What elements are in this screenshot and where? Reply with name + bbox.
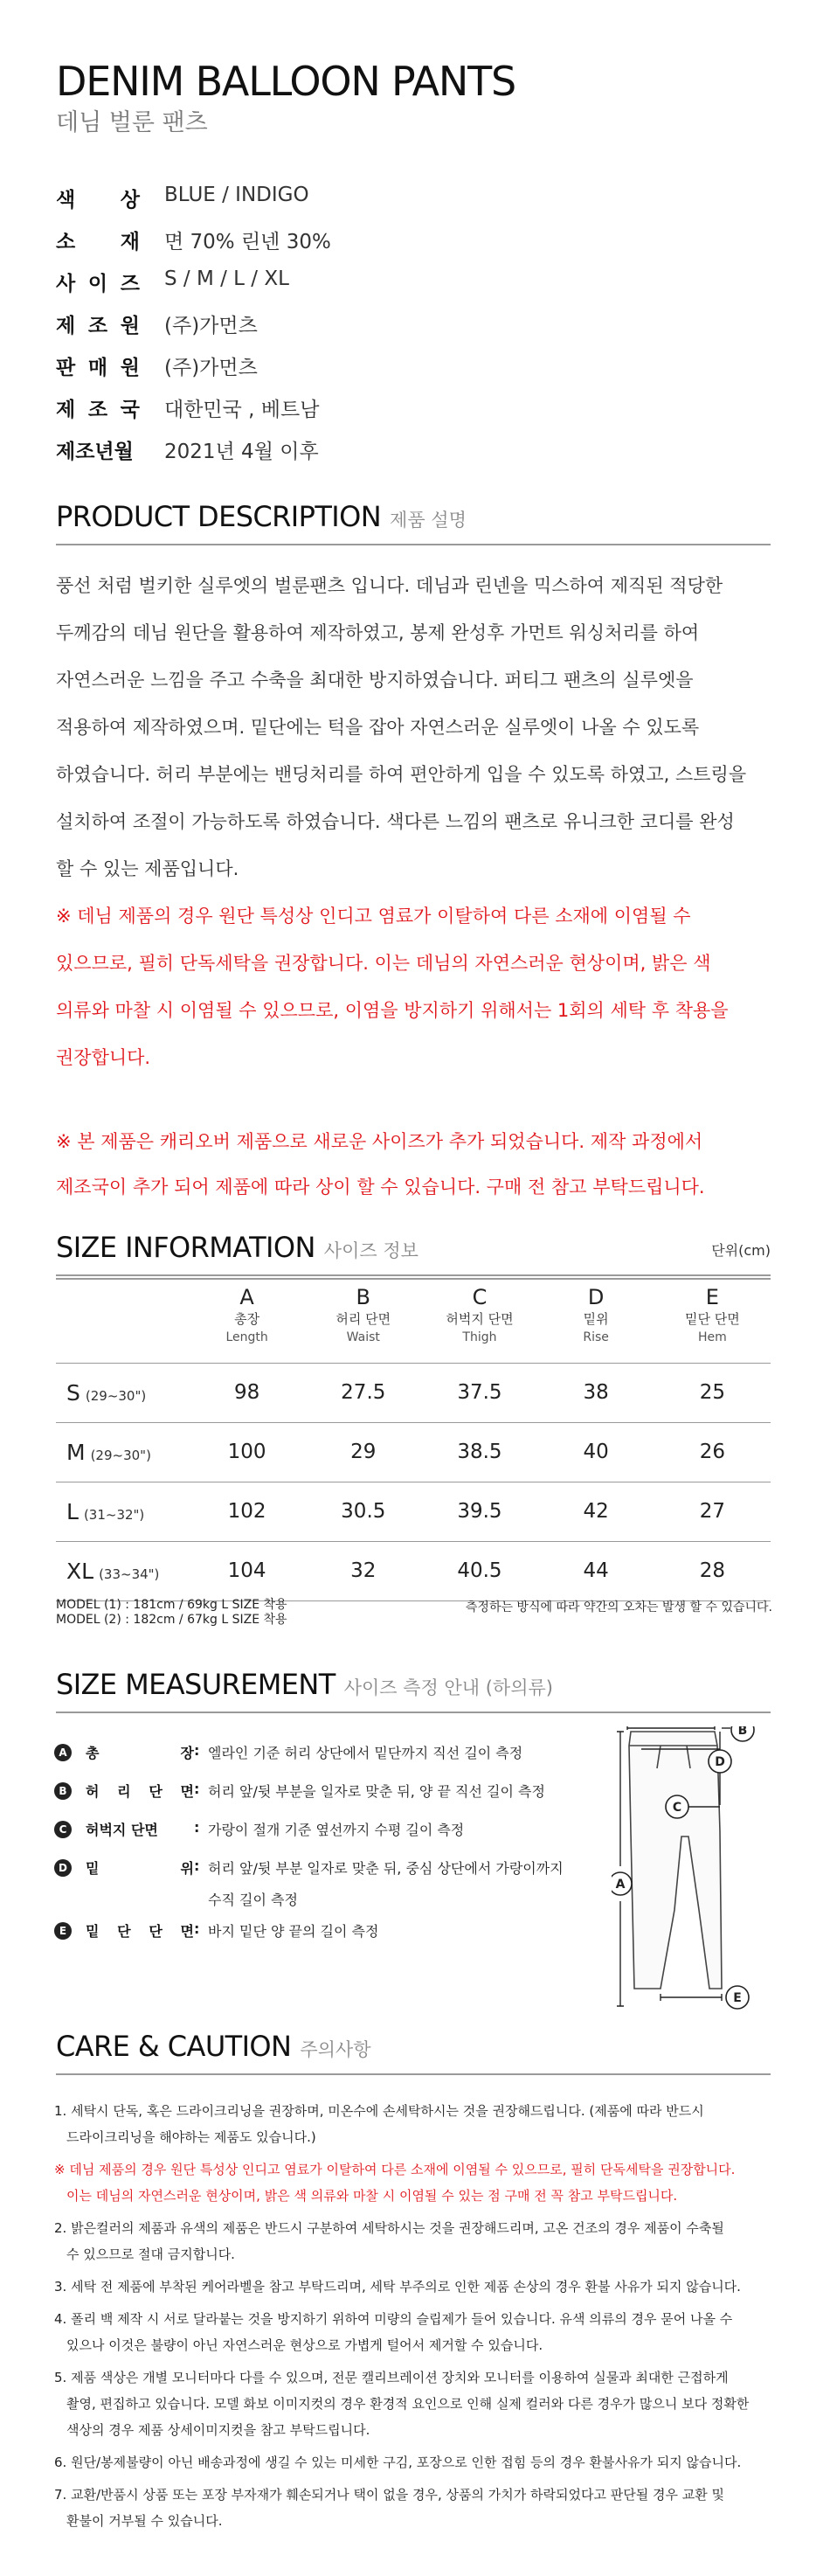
description-body	[56, 562, 781, 1081]
measure-text: 엘라인 기준 허리 상단에서 밑단까지 직선 길이 측정	[208, 1745, 523, 1761]
pants-diagram	[612, 1726, 769, 2015]
care-list	[54, 2098, 779, 2540]
care-line: 4. 폴리 백 제작 시 서로 달라붙는 것을 방지하기 위하여 미량의 슬립제가 들어 있습니다. 유색 의류의 경우 묻어 나올 수	[54, 2311, 733, 2327]
description-line: 하였습니다. 허리 부분에는 밴딩처리를 하여 편안하게 입을 수 있도록 하였고, 스트링을	[56, 764, 747, 785]
measure-item-cont	[54, 1888, 543, 1914]
measure-colon: :	[194, 1781, 200, 1797]
size-value: 27.5	[305, 1363, 421, 1422]
spec-value: 2021년 4월 이후	[164, 441, 319, 463]
measure-label-char: 위	[180, 1860, 194, 1877]
size-col-header	[654, 1279, 771, 1363]
measure-colon: :	[194, 1857, 200, 1874]
care-item	[54, 2098, 779, 2150]
measure-label-char: 허	[86, 1783, 100, 1800]
spec-value: BLUE / INDIGO	[164, 184, 309, 206]
spec-label	[56, 309, 140, 338]
care-line: 7. 교환/반품시 상품 또는 포장 부자재가 훼손되거나 택이 없을 경우, 상품의 가치가 하락되었다고 판단될 경우 교환 및	[54, 2487, 724, 2503]
care-line: 수 있으므로 절대 금지합니다.	[66, 2246, 235, 2262]
spec-value: 면 70% 린넨 30%	[164, 231, 331, 253]
table-row	[56, 1541, 771, 1600]
measure-badge: B	[54, 1782, 72, 1800]
measure-text: 바지 밑단 양 끝의 길이 측정	[208, 1923, 379, 1940]
col-korean: 총장	[234, 1311, 260, 1327]
spec-label-char: 국	[120, 399, 140, 421]
spec-row	[56, 226, 772, 252]
measure-text: 가랑이 절개 기준 옆선까지 수평 길이 측정	[208, 1822, 465, 1838]
measure-label-char: 단	[117, 1923, 131, 1940]
measure-label	[86, 1819, 194, 1839]
measure-item	[54, 1780, 543, 1806]
description-line: 설치하여 조절이 가능하도록 하였습니다. 색다른 느낌의 팬츠로 유니크한 코디를 완성	[56, 811, 735, 832]
care-line: 촬영, 편집하고 있습니다. 모델 화보 이미지컷의 경우 환경적 요인으로 인해 실제 컬러와 다른 경우가 많으니 보다 정확한	[66, 2396, 750, 2412]
col-korean: 밑단 단면	[685, 1311, 740, 1327]
spec-label-char: 판	[56, 357, 76, 379]
col-letter: B	[356, 1285, 371, 1309]
size-value: 44	[538, 1541, 654, 1600]
measure-label-char: 밑	[86, 1860, 100, 1877]
col-english: Rise	[583, 1330, 609, 1344]
col-korean: 밑위	[583, 1311, 609, 1327]
measure-text: 허리 앞/뒷 부분을 일자로 맞춘 뒤, 양 끝 직선 길이 측정	[208, 1783, 545, 1800]
measure-label-char: 단	[149, 1923, 163, 1940]
care-item	[54, 2306, 779, 2358]
size-range: (31~32")	[83, 1506, 145, 1523]
care-line: 이는 데님의 자연스러운 현상이며, 밝은 색 의류와 마찰 시 이염될 수 있는 점 구매 전 꼭 참고 부탁드립니다.	[66, 2188, 678, 2204]
care-line: 색상의 경우 제품 상세이미지컷을 참고 부탁드립니다.	[66, 2422, 370, 2438]
size-value: 32	[305, 1541, 421, 1600]
size-name: S	[66, 1379, 80, 1406]
measure-label-char: 리	[117, 1783, 131, 1800]
description-heading	[56, 500, 771, 545]
col-letter: C	[472, 1285, 488, 1309]
care-line: 2. 밝은컬러의 제품과 유색의 제품은 반드시 구분하여 세탁하시는 것을 권장해드리며, 고온 건조의 경우 제품이 수축될	[54, 2220, 724, 2236]
size-name: XL	[66, 1558, 94, 1584]
spec-label-char: 색	[56, 189, 76, 212]
care-item	[54, 2449, 779, 2475]
spec-row	[56, 351, 772, 378]
measure-badge: A	[54, 1744, 72, 1761]
measure-label-char: 밑	[86, 1923, 100, 1940]
care-item	[54, 2364, 779, 2443]
denim-warning-line: 있으므로, 필히 단독세탁을 권장합니다. 이는 데님의 자연스러운 현상이며, 밝은 색	[56, 953, 711, 974]
care-line: 5. 제품 색상은 개별 모니터마다 다를 수 있으며, 전문 캘리브레이션 장치와 모니터를 이용하여 실물과 최대한 근접하게	[54, 2370, 729, 2385]
product-title: DENIM BALLOON PANTS	[56, 58, 516, 105]
unit-label: 단위(cm)	[711, 1242, 771, 1259]
notice-line: 제조국이 추가 되어 제품에 따라 상이 할 수 있습니다. 구매 전 참고 부탁드립니다.	[56, 1177, 705, 1198]
size-table	[56, 1278, 771, 1601]
description-line: 할 수 있는 제품입니다.	[56, 858, 239, 879]
col-english: Waist	[346, 1330, 380, 1344]
col-english: Thigh	[462, 1330, 497, 1344]
spec-label	[56, 184, 140, 212]
size-info-title: SIZE INFORMATION	[56, 1231, 315, 1264]
size-value: 42	[538, 1482, 654, 1541]
size-name: L	[66, 1498, 79, 1524]
col-english: Hem	[697, 1330, 727, 1344]
size-table-wrap	[56, 1278, 771, 1601]
size-measure-heading	[56, 1668, 771, 1713]
size-col-header	[189, 1279, 305, 1363]
measure-colon: :	[194, 1920, 200, 1937]
spec-label-char: 제조년월	[56, 441, 134, 463]
size-cell	[56, 1541, 189, 1600]
measure-colon: :	[194, 1742, 200, 1759]
measure-label-char: 면	[180, 1783, 194, 1800]
size-value: 102	[189, 1482, 305, 1541]
spec-label-char: 재	[120, 231, 140, 253]
col-korean: 허리 단면	[335, 1311, 391, 1327]
spec-row	[56, 435, 772, 462]
spec-label-char: 조	[87, 315, 108, 337]
spec-label-char: 원	[120, 357, 140, 379]
diagram-label-e: E	[733, 1991, 742, 2005]
spec-label-char: 소	[56, 231, 76, 253]
measure-label	[86, 1742, 194, 1762]
description-line: 자연스러운 느낌을 주고 수축을 최대한 방지하였습니다. 퍼티그 팬츠의 실루엣을	[56, 670, 694, 691]
description-line: 적용하여 제작하였으며. 밑단에는 턱을 잡아 자연스러운 실루엣이 나올 수 있도록	[56, 717, 700, 738]
size-value: 38.5	[421, 1422, 537, 1482]
table-row	[56, 1422, 771, 1482]
spec-label-char: 조	[87, 399, 108, 421]
denim-warning-line: 의류와 마찰 시 이염될 수 있으므로, 이염을 방지하기 위해서는 1회의 세탁 후 착용을	[56, 1000, 729, 1021]
care-line: 있으나 이것은 불량이 아닌 자연스러운 현상으로 가볍게 털어서 제거할 수 있습니다.	[66, 2337, 543, 2353]
care-line: 3. 세탁 전 제품에 부착된 케어라벨을 참고 부탁드리며, 세탁 부주의로 인한 제품 손상의 경우 환불 사유가 되지 않습니다.	[54, 2279, 741, 2295]
spec-label-char: 사	[56, 273, 76, 295]
carryover-notice	[56, 1119, 781, 1210]
col-korean: 허벅지 단면	[446, 1311, 514, 1327]
spec-label-char: 매	[87, 357, 108, 379]
measure-colon: :	[194, 1819, 200, 1836]
spec-label	[56, 351, 140, 380]
measure-label	[86, 1857, 194, 1878]
size-value: 38	[538, 1363, 654, 1422]
size-value: 40.5	[421, 1541, 537, 1600]
care-line: 1. 세탁시 단독, 혹은 드라이크리닝을 권장하며, 미온수에 손세탁하시는 것을 권장해드립니다. (제품에 따라 반드시	[54, 2103, 704, 2119]
diagram-label-b: B	[737, 1726, 748, 1738]
measure-label	[86, 1920, 194, 1941]
care-item	[54, 2156, 779, 2209]
spec-row	[56, 184, 772, 210]
care-item	[54, 2482, 779, 2534]
spec-value: (주)가먼츠	[164, 357, 258, 379]
size-value: 37.5	[421, 1363, 537, 1422]
measure-item	[54, 1818, 543, 1844]
spec-label	[56, 226, 140, 254]
care-line: ※ 데님 제품의 경우 원단 특성상 인디고 염료가 이탈하여 다른 소재에 이염될 수 있으므로, 필히 단독세탁을 권장합니다.	[54, 2162, 736, 2177]
measure-badge: D	[54, 1859, 72, 1877]
care-line: 환불이 거부될 수 있습니다.	[66, 2513, 223, 2529]
spec-row	[56, 309, 772, 336]
care-line: 드라이크리닝을 해야하는 제품도 있습니다.)	[66, 2129, 316, 2145]
measure-label-char: 면	[180, 1923, 194, 1940]
model-1: MODEL (1) : 181cm / 69kg L SIZE 착용	[56, 1598, 287, 1612]
size-range: (29~30")	[85, 1387, 147, 1404]
size-measure-subtitle: 사이즈 측정 안내 (하의류)	[343, 1677, 553, 1698]
size-value: 29	[305, 1422, 421, 1482]
size-info-subtitle: 사이즈 정보	[323, 1240, 418, 1261]
size-value: 100	[189, 1422, 305, 1482]
size-range: (33~34")	[99, 1566, 160, 1582]
size-value: 25	[654, 1363, 771, 1422]
size-col-header	[538, 1279, 654, 1363]
size-value: 104	[189, 1541, 305, 1600]
spec-row	[56, 393, 772, 420]
spec-label	[56, 267, 140, 296]
spec-row	[56, 267, 772, 294]
description-title: PRODUCT DESCRIPTION	[56, 500, 382, 533]
measure-label-char: 총	[86, 1745, 100, 1761]
description-line: 풍선 처럼 벌키한 실루엣의 벌룬팬츠 입니다. 데님과 린넨을 믹스하여 제직된 적당한	[56, 575, 723, 596]
care-title: CARE & CAUTION	[56, 2030, 292, 2063]
size-measure-title: SIZE MEASUREMENT	[56, 1668, 335, 1701]
care-subtitle: 주의사항	[300, 2039, 371, 2060]
size-value: 98	[189, 1363, 305, 1422]
care-item	[54, 2274, 779, 2300]
measure-item	[54, 1920, 543, 1946]
care-line: 6. 원단/봉제불량이 아닌 배송과정에 생길 수 있는 미세한 구김, 포장으로 인한 접힘 등의 경우 환불사유가 되지 않습니다.	[54, 2454, 742, 2470]
measure-badge: E	[54, 1922, 72, 1940]
product-subtitle: 데님 벌룬 팬츠	[56, 109, 208, 136]
size-value: 27	[654, 1482, 771, 1541]
measure-label-char: 허벅지 단면	[86, 1822, 158, 1838]
size-col-header	[305, 1279, 421, 1363]
care-heading	[56, 2030, 771, 2075]
model-2: MODEL (2) : 182cm / 67kg L SIZE 착용	[56, 1613, 287, 1627]
size-cell	[56, 1363, 189, 1422]
measure-note: 측정하는 방식에 따라 약간의 오차는 발생 할 수 있습니다.	[465, 1600, 772, 1614]
measure-text: 허리 앞/뒷 부분 일자로 맞춘 뒤, 중심 상단에서 가랑이까지	[208, 1860, 564, 1877]
table-row	[56, 1363, 771, 1422]
notice-line: ※ 본 제품은 캐리오버 제품으로 새로운 사이즈가 추가 되었습니다. 제작 과정에서	[56, 1131, 703, 1152]
size-header-blank	[56, 1279, 189, 1363]
measure-item	[54, 1857, 564, 1883]
care-item	[54, 2215, 779, 2267]
col-letter: E	[705, 1285, 719, 1309]
spec-label-char: 이	[87, 273, 108, 295]
col-letter: D	[587, 1285, 605, 1309]
size-cell	[56, 1482, 189, 1541]
col-letter: A	[239, 1285, 254, 1309]
measure-item	[54, 1741, 543, 1767]
size-value: 26	[654, 1422, 771, 1482]
spec-label-char: 제	[56, 399, 76, 421]
size-info-heading	[56, 1231, 771, 1276]
spec-value: 대한민국 , 베트남	[164, 399, 320, 421]
spec-label-char: 상	[120, 189, 140, 212]
spec-value: (주)가먼츠	[164, 315, 258, 337]
spec-label-char: 즈	[120, 273, 140, 295]
diagram-label-c: C	[672, 1801, 682, 1815]
measure-badge: C	[54, 1821, 72, 1838]
diagram-label-d: D	[715, 1755, 725, 1769]
measure-label-char: 장	[180, 1745, 194, 1761]
description-line: 두께감의 데님 원단을 활용하여 제작하였고, 봉제 완성후 가먼트 워싱처리를 하여	[56, 622, 700, 643]
spec-label	[56, 393, 140, 422]
col-english: Length	[225, 1330, 268, 1344]
measure-text-cont: 수직 길이 측정	[208, 1892, 298, 1908]
model-info	[56, 1598, 287, 1628]
diagram-label-a: A	[615, 1878, 626, 1892]
spec-label-char: 원	[120, 315, 140, 337]
spec-label	[56, 435, 140, 464]
size-value: 39.5	[421, 1482, 537, 1541]
size-value: 28	[654, 1541, 771, 1600]
size-value: 30.5	[305, 1482, 421, 1541]
measure-label	[86, 1781, 194, 1801]
size-name: M	[66, 1439, 86, 1465]
denim-warning-line: 권장합니다.	[56, 1047, 151, 1068]
description-subtitle: 제품 설명	[390, 510, 467, 531]
denim-warning-line: ※ 데님 제품의 경우 원단 특성상 인디고 염료가 이탈하여 다른 소재에 이염될 수	[56, 906, 691, 927]
table-row	[56, 1482, 771, 1541]
size-col-header	[421, 1279, 537, 1363]
size-range: (29~30")	[90, 1447, 151, 1463]
measure-label-char: 단	[149, 1783, 163, 1800]
size-cell	[56, 1422, 189, 1482]
spec-value: S / M / L / XL	[164, 267, 289, 290]
size-value: 40	[538, 1422, 654, 1482]
spec-label-char: 제	[56, 315, 76, 337]
